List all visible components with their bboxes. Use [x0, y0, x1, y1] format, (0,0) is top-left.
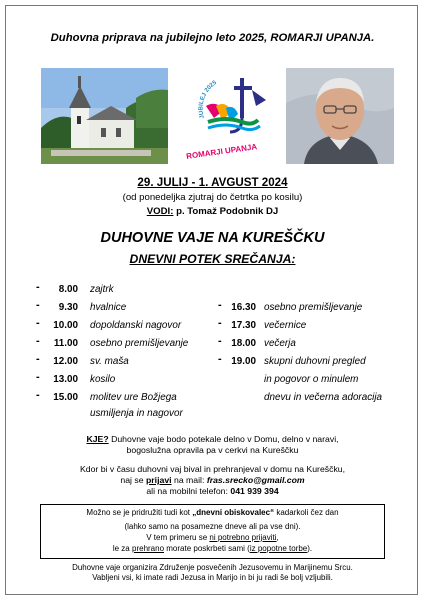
notice-line-1: Možno se je pridružiti tudi kot „dnevni obiskovalec“ kadarkoli čez dan — [86, 508, 339, 517]
footer-line-2: Vabljeni vsi, ki imate radi Jezusa in Marijo in bi ju radi še bolj vzljubili. — [92, 573, 333, 582]
footer-line-1: Duhovne vaje organizira Združenje posvečenih Jezusovemu in Marijinemu Srcu. — [72, 563, 353, 572]
contact-email[interactable]: fras.srecko@gmail.com — [206, 475, 305, 485]
notice-line-2: (lahko samo na posamezne dneve ali pa vse dni). — [124, 522, 301, 531]
location-line-2: bogoslužna opravila pa v cerkvi na Kureščku — [126, 445, 299, 455]
contact-phone: 041 939 394 — [230, 486, 279, 496]
portrait-photo — [286, 68, 394, 164]
location-question: KJE? — [86, 434, 109, 444]
notice-line-3: V tem primeru se ni potrebno prijaviti, — [146, 533, 279, 542]
leader-name: p. Tomaž Podobnik DJ — [176, 206, 279, 217]
church-photo — [41, 68, 168, 164]
leader-label: VODI: — [146, 206, 174, 217]
signup-line-2: naj se prijavi na mail: fras.srecko@gmail.com — [120, 475, 305, 485]
jubilee-logo — [186, 66, 281, 166]
signup-line-1: Kdor bi v času duhovni vaj bival in prehranjeval v domu na Kureščku, — [79, 464, 346, 474]
location-line-1: KJE? Duhovne vaje bodo potekale delno v Domu, delno v naravi, — [86, 434, 339, 444]
program-subheading: DNEVNI POTEK SREČANJA: — [129, 252, 296, 266]
event-dates: 29. JULIJ - 1. AVGUST 2024 — [137, 176, 288, 189]
footer — [0, 563, 425, 583]
logo-arc-text: JUBILEJ 2025 — [198, 79, 218, 120]
logo-wordmark: ROMARJI UPANJA — [186, 142, 258, 161]
signup-line-3: ali na mobilni telefon: 041 939 394 — [146, 486, 279, 496]
program-heading: DUHOVNE VAJE NA KUREŠČKU — [100, 230, 325, 246]
page-title: Duhovna priprava na jubilejno leto 2025, ROMARJI UPANJA. — [50, 32, 375, 44]
event-leader — [0, 206, 425, 217]
notice-line-4: le za prehrano morate poskrbeti sami (iz popotne torbe). — [112, 544, 313, 553]
event-duration: (od ponedeljka zjutraj do četrtka po kosilu) — [122, 192, 303, 203]
